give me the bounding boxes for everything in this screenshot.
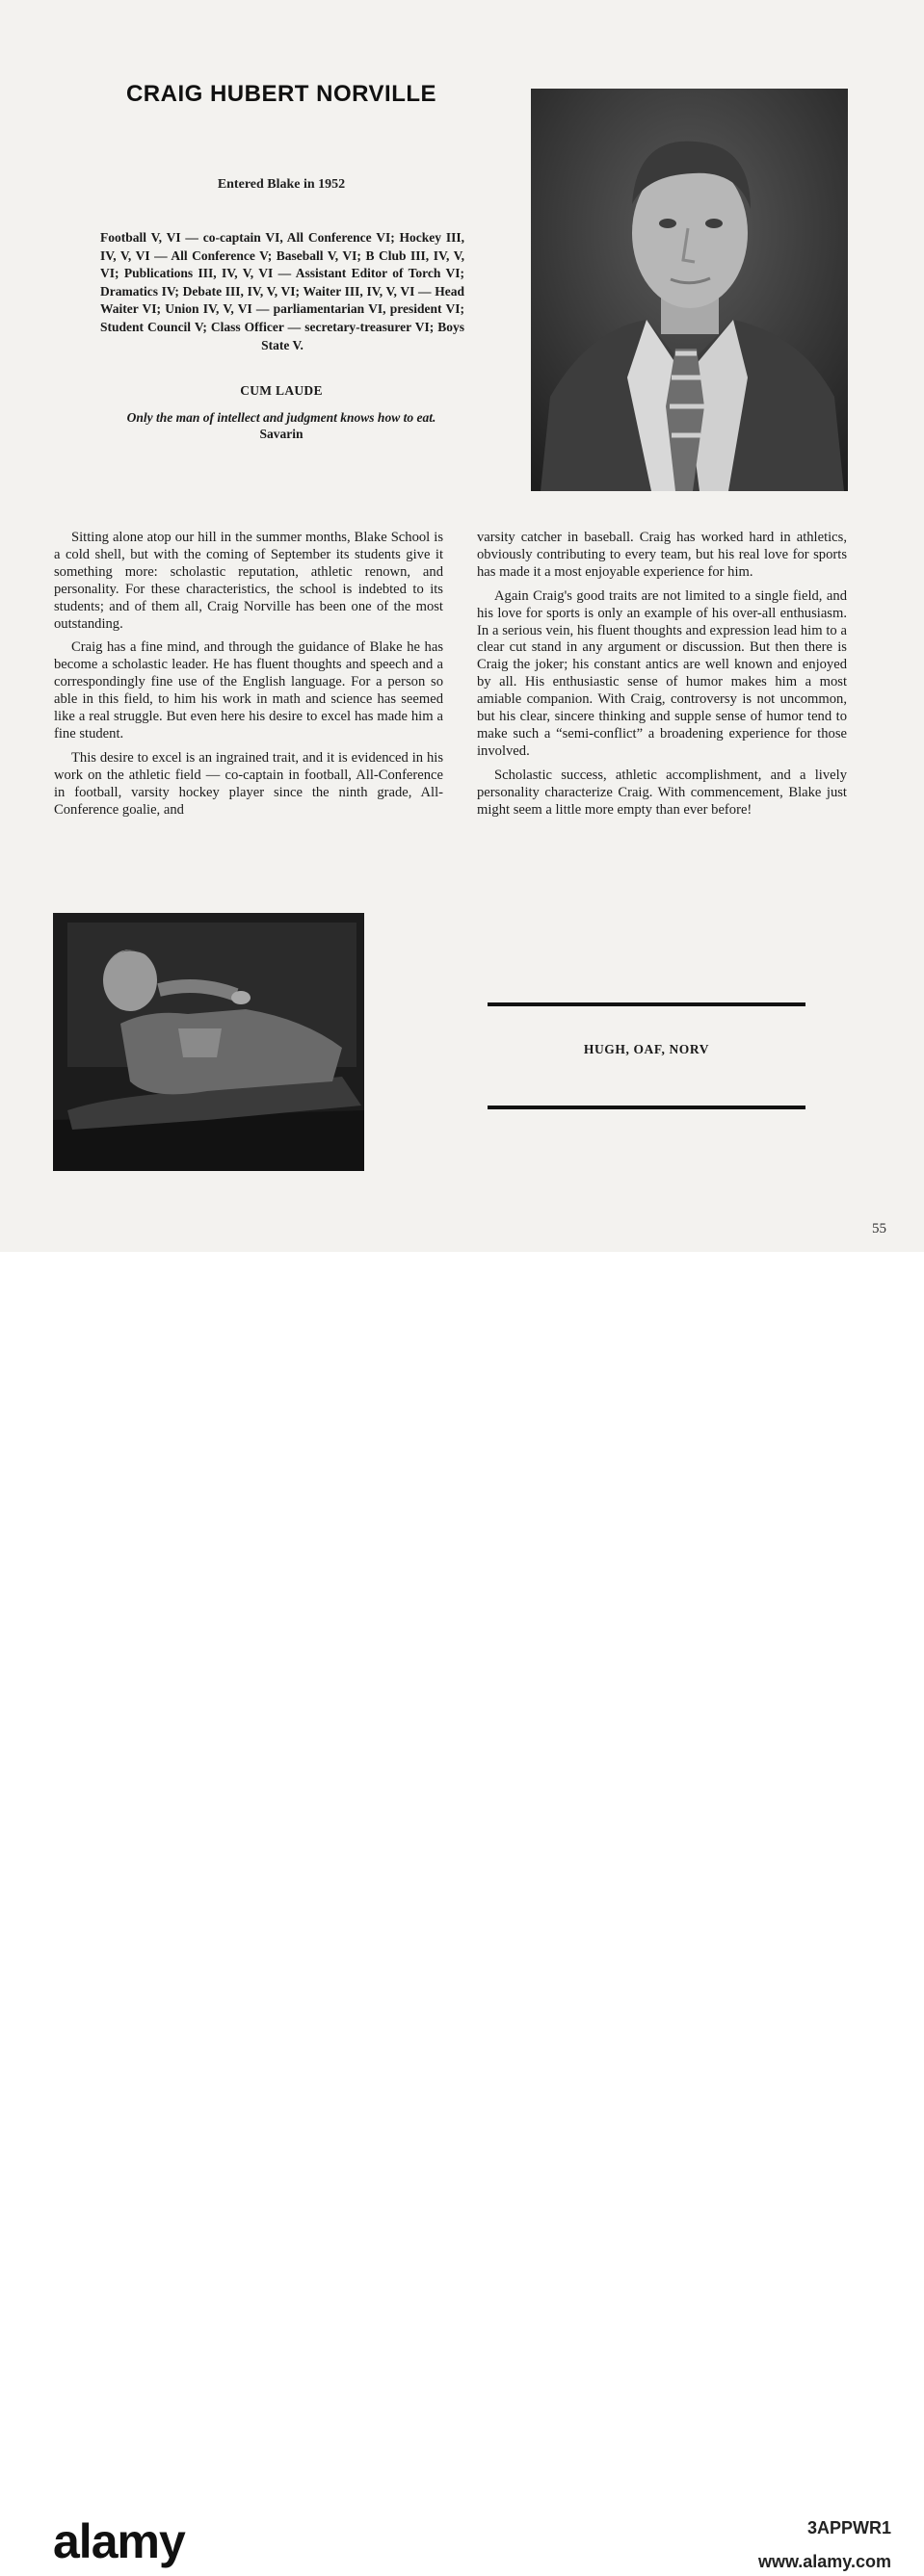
article-left-column <box>54 530 443 826</box>
entered-year: Entered Blake in 1952 <box>217 177 346 192</box>
yearbook-page <box>0 0 924 1252</box>
divider-line <box>488 1106 805 1109</box>
honors-label: CUM LAUDE <box>240 383 323 398</box>
article-paragraph: varsity catcher in baseball. Craig has worked hard in athletics, obviously contributing to every team, but his real love for sports has made it a most enjoyable experience for him. <box>477 530 847 580</box>
nicknames: HUGH, OAF, NORV <box>583 1042 710 1056</box>
candid-photo <box>53 913 364 1171</box>
article-right-column <box>477 530 847 826</box>
article-paragraph: This desire to excel is an ingrained trait, and it is evidenced in his work on the athletic field — co-captain in football, All-Conference in football, varsity hockey player since the ninth grade, All-Conference goalie, and <box>54 749 443 818</box>
divider-line <box>488 1002 805 1006</box>
watermark-footer <box>0 1252 924 2571</box>
site-url: www.alamy.com <box>757 2552 891 2571</box>
quote-text: Only the man of intellect and judgment knows how to eat. <box>126 410 436 425</box>
article-paragraph: Scholastic success, athletic accomplishment, and a lively personality characterize Craig. With commencement, Blake just might seem a little more empty than ever before! <box>477 767 847 818</box>
activities-list: Football V, VI — co-captain VI, All Conference VI; Hockey III, IV, V, VI — All Conference V; Baseball V, VI; B Club III, IV, V, VI; Publications III, IV, V, VI — Assistant Editor of Torch VI; Dramatics IV; Debate III, IV, V, VI; Waiter III, IV, V, VI — Head Waiter VI; Union IV, V, VI — parliamentarian VI, president VI; Student Council V; Class Officer — secretary-treasurer VI; Boys State V. <box>100 230 464 352</box>
page-number: 55 <box>872 1221 886 1236</box>
alamy-logo: alamy <box>53 2514 185 2568</box>
article-paragraph: Again Craig's good traits are not limited to a single field, and his love for sports is only an example of his over-all enthusiasm. In a serious vein, his fluent thoughts and expression lead him to a clear cut stand in any argument or discussion. But then there is Craig the joker; his constant antics are well known and enjoyed by all. His enthusiastic sense of humor makes him a most amiable companion. With Craig, controversy is not uncommon, but his clear, sincere thinking and supple sense of humor tend to make such a “semi-conflict” a broadening experience for those involved. <box>477 587 847 759</box>
article-paragraph: Sitting alone atop our hill in the summer months, Blake School is a cold shell, but with the coming of September its students give it something more: scholastic reputation, athletic renown, and personality. For these characteristics, the school is indebted to its students; and of them all, Craig Norville has been one of the most outstanding. <box>54 530 443 632</box>
stock-info <box>758 2509 891 2576</box>
student-name: CRAIG HUBERT NORVILLE <box>125 81 437 107</box>
quote-author: Savarin <box>259 427 304 441</box>
image-id: 3APPWR1 <box>806 2518 891 2537</box>
portrait-photo <box>531 89 848 491</box>
article-paragraph: Craig has a fine mind, and through the guidance of Blake he has become a scholastic leader. He has fluent thoughts and speech and a correspondingly fine use of the English language. For a person so able in this field, to him his work in math and science has seemed like a real struggle. But even here his desire to excel has made him a fine student. <box>54 639 443 742</box>
